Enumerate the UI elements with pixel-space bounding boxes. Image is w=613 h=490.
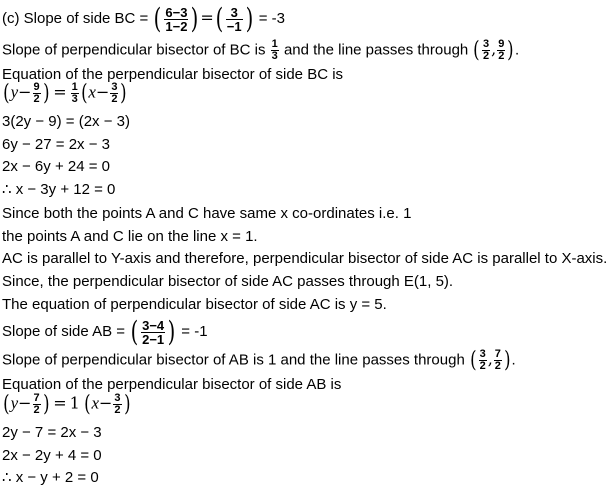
perp-slope-bc-line: Slope of perpendicular bisector of BC is $\frac{1}{3}$ and the line passes through ( $\frac{3}{2}$ , $\frac{9}{2}$ ). — [2, 37, 520, 63]
text-line-9: Since both the points A and C have same x co-ordinates i.e. 1 — [2, 205, 412, 222]
slope-bc-label: (c) Slope of side BC = — [2, 9, 153, 27]
step-line-7: 2x − 6y + 24 = 0 — [2, 158, 110, 175]
slope-bc-simplified: $\frac{3}{-1}$ — [226, 4, 242, 34]
text-line-10: the points A and C lie on the line x = 1. — [2, 228, 258, 245]
slope-bc-value: = -3 — [254, 9, 285, 27]
slope-ab-line: Slope of side AB = ( $\frac{3-4}{2-1}$ ) = -1 — [2, 315, 208, 348]
equation-bc-math: (y− $\frac{9}{2}$ ) = $\frac{1}{3}$ (x− $\frac{3}{2}$ ) — [3, 80, 127, 106]
step-line-18: 2y − 7 = 2x − 3 — [2, 424, 102, 441]
step-line-5: 3(2y − 9) = (2x − 3) — [2, 113, 130, 130]
slope-bc-line: (c) Slope of side BC = ( $\frac{6-3}{1-2}$ ) =( $\frac{3}{-1}$ ) = -3 — [2, 2, 285, 35]
result-ab: ∴ x − y + 2 = 0 — [2, 469, 99, 486]
perp-slope-ab-line: Slope of perpendicular bisector of AB is 1 and the line passes through ( $\frac{3}{2}$ , $\frac{7}{2}$ ). — [2, 347, 516, 373]
step-line-19: 2x − 2y + 4 = 0 — [2, 447, 102, 464]
equation-ab-math: (y− $\frac{7}{2}$ ) = 1 (x− $\frac{3}{2}$ ) — [3, 391, 131, 417]
slope-ab-fraction: $\frac{3-4}{2-1}$ — [142, 317, 165, 347]
step-line-6: 6y − 27 = 2x − 3 — [2, 136, 110, 153]
slope-bc-fraction: $\frac{6-3}{1-2}$ — [165, 4, 188, 34]
text-line-11: AC is parallel to Y-axis and therefore, perpendicular bisector of side AC is parallel to X-axis. — [2, 250, 608, 267]
equation-heading-bc: Equation of the perpendicular bisector of side BC is — [2, 66, 344, 83]
text-line-12: Since, the perpendicular bisector of side AC passes through E(1, 5). — [2, 273, 454, 290]
result-bc: ∴ x − 3y + 12 = 0 — [2, 181, 116, 198]
result-ac: The equation of perpendicular bisector of side AC is y = 5. — [2, 296, 387, 313]
equation-heading-ab: Equation of the perpendicular bisector of side AB is — [2, 376, 342, 393]
perp-slope-bc-fraction: $\frac{1}{3}$ — [271, 38, 278, 62]
